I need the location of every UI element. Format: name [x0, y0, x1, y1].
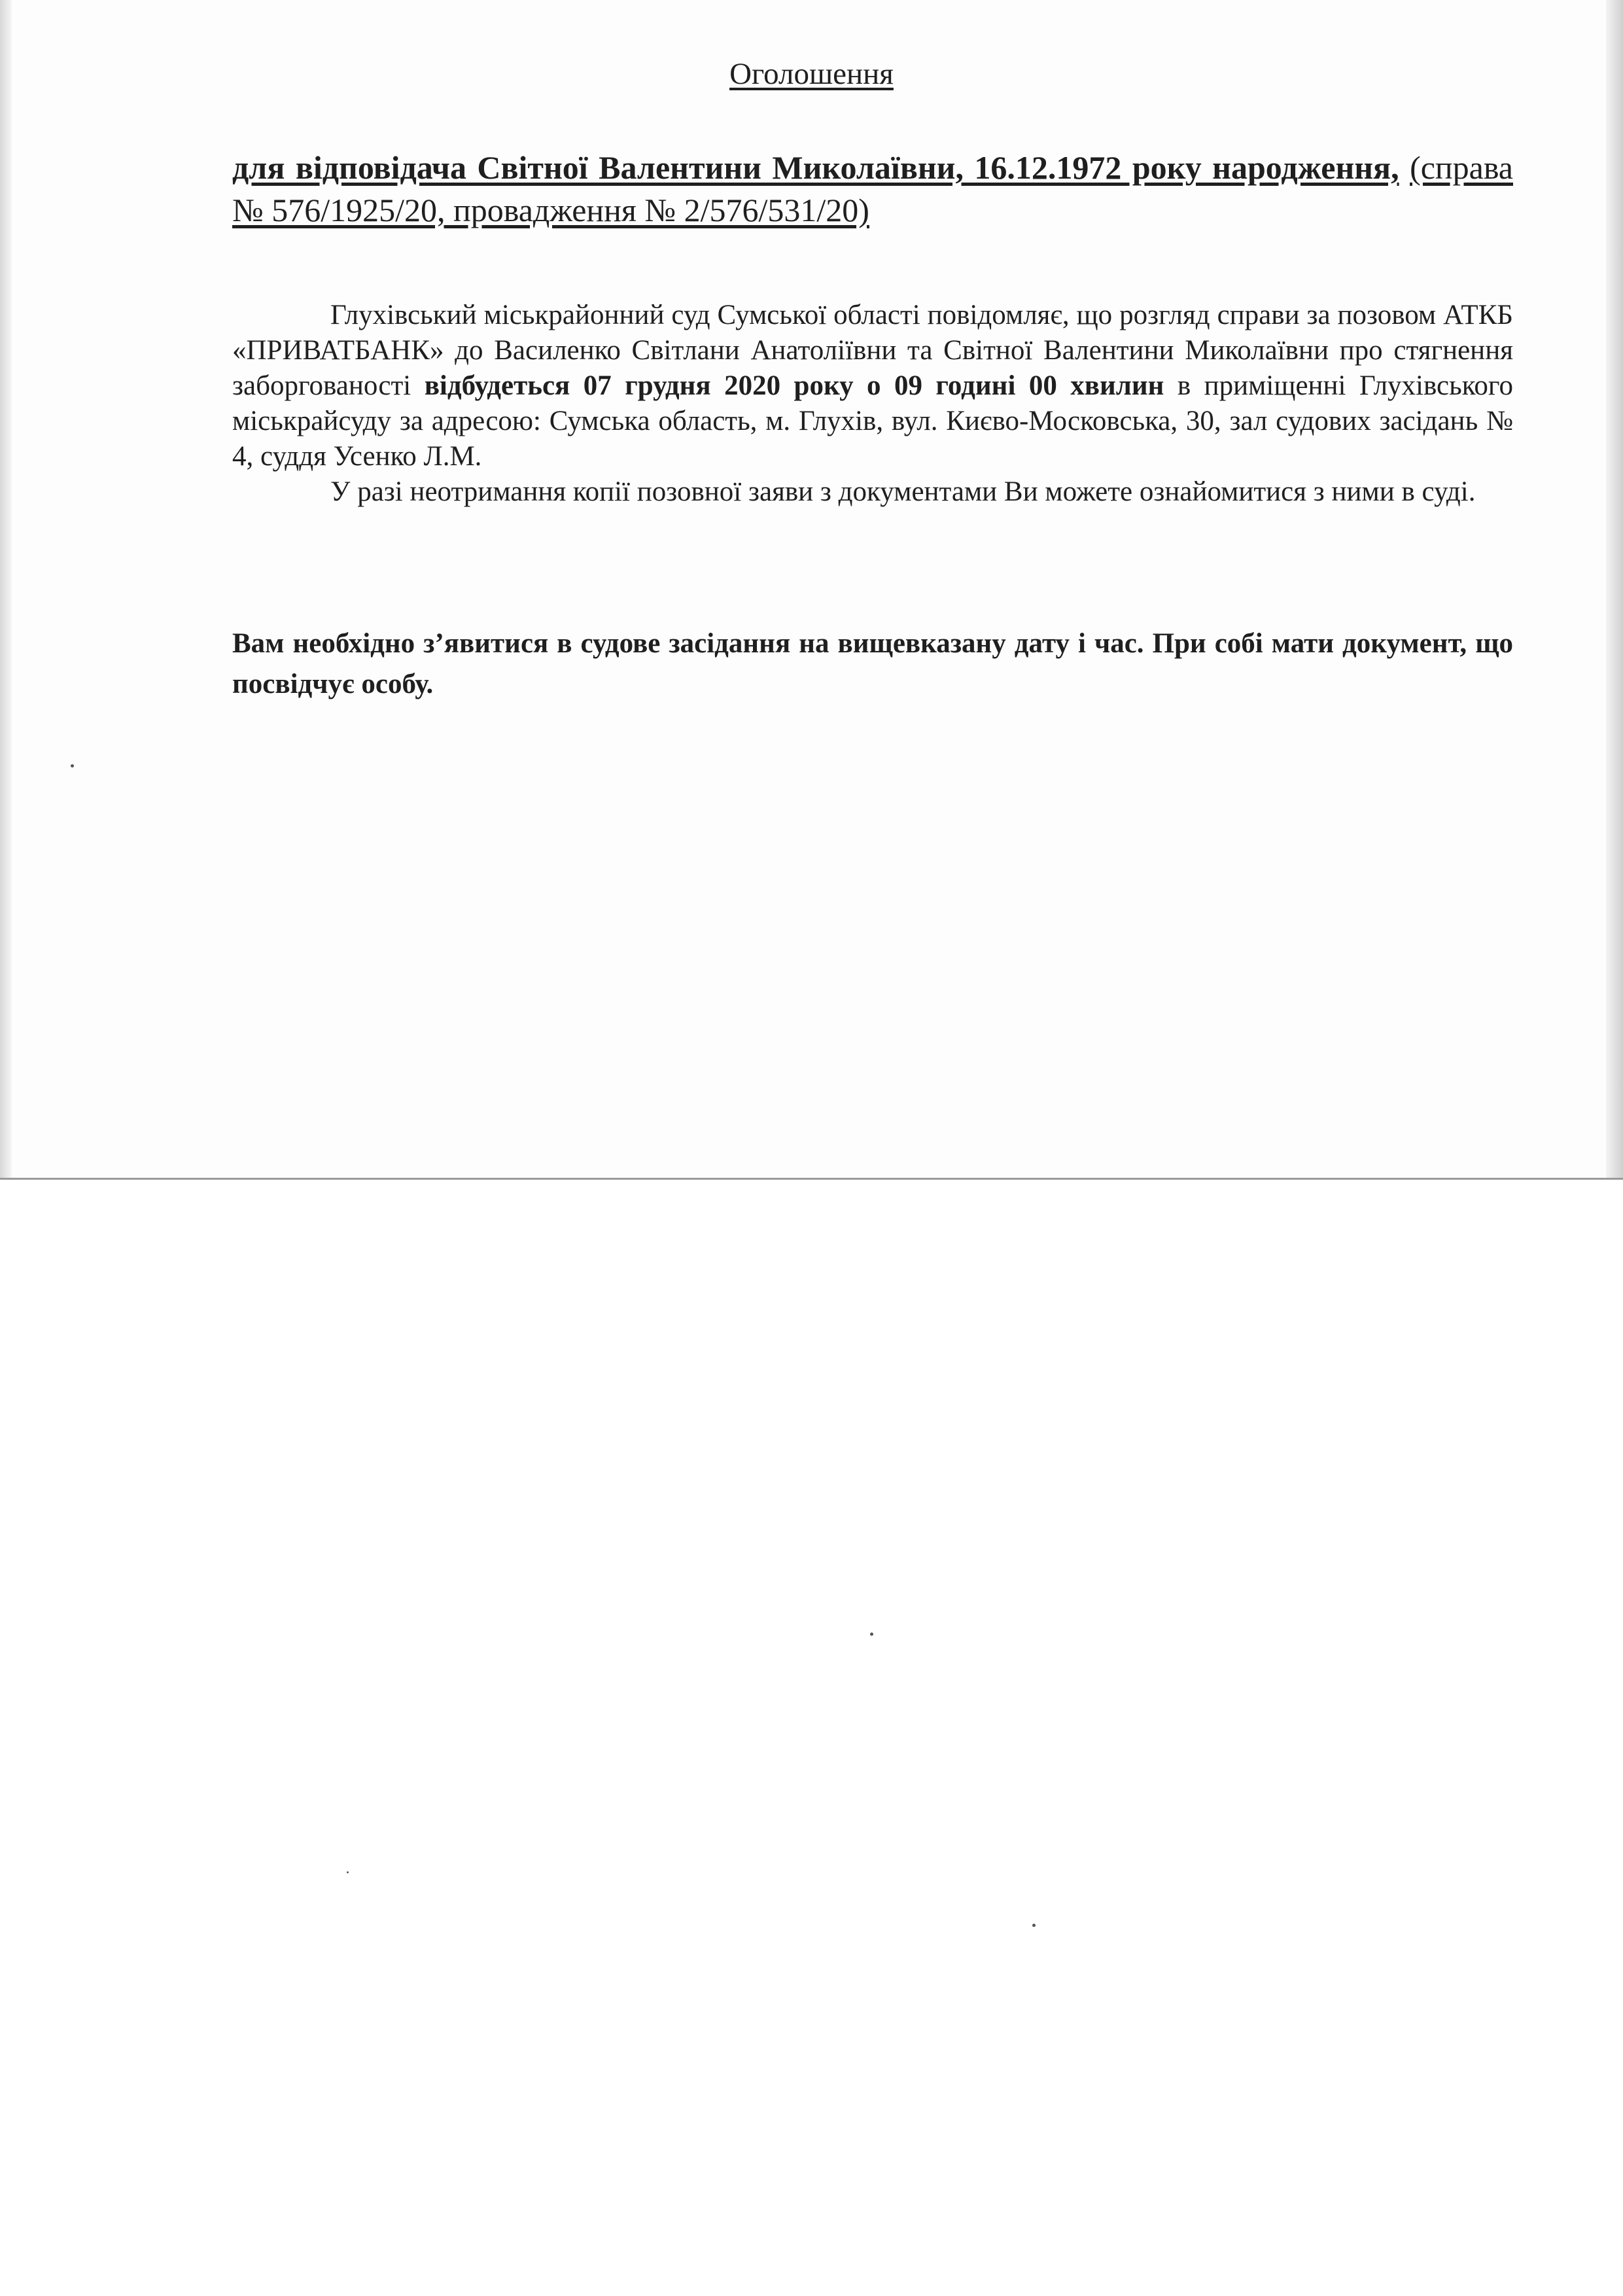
recipient-name: для відповідача Світної Валентини Миколаївни, 16.12.1972 року народження,: [232, 149, 1399, 186]
recipient-heading: [232, 147, 1513, 232]
blank-lower-half: [0, 1180, 1623, 2296]
scan-speck: [870, 1633, 873, 1636]
paragraph-documents: У разі неотримання копії позовної заяви з документами Ви можете ознайомитися з ними в суді.: [330, 476, 1476, 507]
scan-edge-right: [1606, 0, 1623, 1178]
hearing-date-time: відбудеться 07 грудня 2020 року о 09 годині 00 хвилин: [424, 370, 1164, 401]
document-title: Оголошення: [729, 57, 894, 91]
announcement-body: [232, 298, 1513, 510]
paragraph-hearing-intro: Глухівський міськрайонний суд Сумської області повідомляє, що розгляд справи за позовом АТКБ «ПРИВАТБАНК» до Василенко Світлани Анатоліївни та Світної Валентини Миколаївни про стягнення заборгованості: [232, 300, 1513, 401]
scan-speck: [71, 764, 74, 768]
paragraph-hearing-location: в приміщенні Глухівського міськрайсуду за адресою: Сумська область, м. Глухів, вул. Києво-Московська, 30, зал судових засідань № 4, суддя Усенко Л.М.: [232, 370, 1513, 472]
case-reference: (справа № 576/1925/20, провадження № 2/576/531/20): [232, 149, 1513, 228]
appearance-notice: Вам необхідно з’явитися в судове засідання на вищевказану дату і час. При собі мати документ, що посвідчує особу.: [232, 628, 1513, 699]
paragraph-hearing: [232, 298, 1513, 474]
scan-speck: [347, 1871, 349, 1873]
scan-speck: [1032, 1924, 1036, 1927]
